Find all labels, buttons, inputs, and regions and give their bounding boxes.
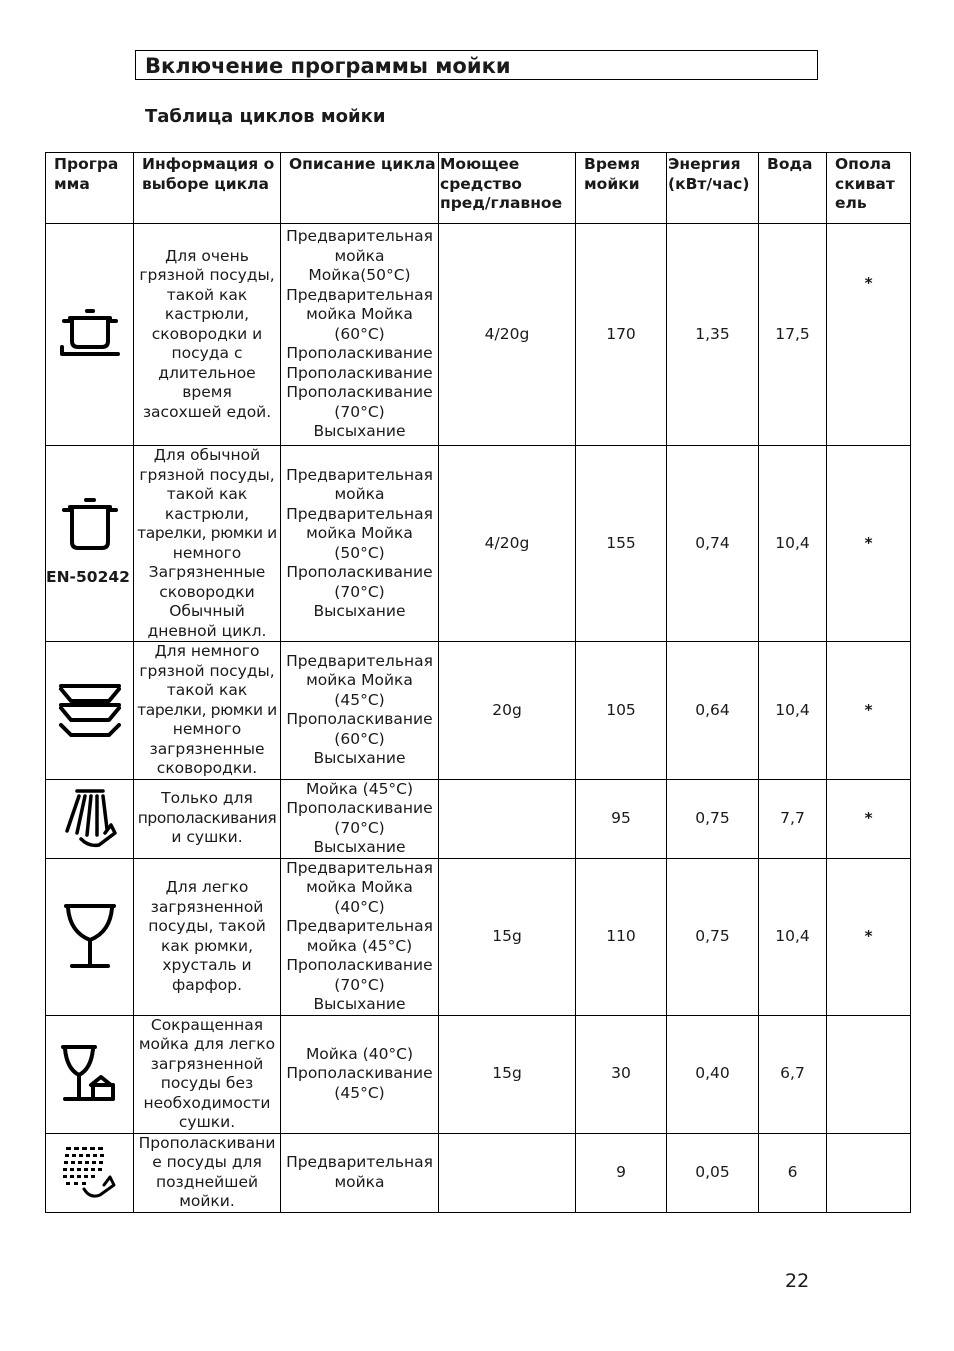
program-cell	[46, 779, 134, 858]
table-row	[46, 1133, 911, 1212]
detergent-cell	[439, 779, 576, 858]
energy-cell: 0,75	[667, 858, 759, 1015]
stacked-plates-icon	[57, 680, 123, 740]
program-cell	[46, 1015, 134, 1133]
header-rinse-aid: Опола скиват ель	[827, 153, 911, 224]
water-cell: 6	[759, 1133, 827, 1212]
rinse-aid-cell: *	[827, 224, 911, 446]
description-cell: Предварительная мойка Мойка (45°C) Прополаскивание (60°C) Высыхание	[281, 642, 439, 780]
program-cell	[46, 446, 134, 642]
header-energy: Энергия (кВт/час)	[667, 153, 759, 224]
rinse-aid-cell: *	[827, 858, 911, 1015]
description-cell: Предварительная мойка Мойка(50°C) Предварительная мойка Мойка (60°C) Прополаскивание Прополаскивание Прополаскивание (70°C) Высыхание	[281, 224, 439, 446]
table-header-row	[46, 153, 911, 224]
page-title: Включение программы мойки	[135, 50, 818, 80]
time-cell: 155	[576, 446, 667, 642]
header-water: Вода	[759, 153, 827, 224]
table-row	[46, 1015, 911, 1133]
pot-icon	[59, 496, 121, 556]
pot-on-stand-icon	[58, 307, 122, 363]
water-cell: 10,4	[759, 642, 827, 780]
table-row	[46, 779, 911, 858]
energy-cell: 0,74	[667, 446, 759, 642]
pre-rinse-shower-icon	[60, 1145, 120, 1201]
wash-cycles-table	[45, 152, 911, 1213]
table-row	[46, 642, 911, 780]
info-cell: Сокращенная мойка для легко загрязненной посуды без необходимости сушки.	[134, 1015, 281, 1133]
program-cell	[46, 1133, 134, 1212]
energy-cell: 0,40	[667, 1015, 759, 1133]
header-detergent: Моющее средство пред/главное	[439, 153, 576, 224]
rinse-aid-cell: *	[827, 446, 911, 642]
energy-cell: 0,75	[667, 779, 759, 858]
rinse-aid-cell	[827, 1015, 911, 1133]
time-cell: 105	[576, 642, 667, 780]
time-cell: 9	[576, 1133, 667, 1212]
water-cell: 7,7	[759, 779, 827, 858]
detergent-cell: 15g	[439, 858, 576, 1015]
detergent-cell: 4/20g	[439, 446, 576, 642]
description-cell: Мойка (45°C) Прополаскивание (70°C) Высыхание	[281, 779, 439, 858]
description-cell: Мойка (40°C) Прополаскивание (45°C)	[281, 1015, 439, 1133]
header-description: Описание цикла	[281, 153, 439, 224]
table-subtitle: Таблица циклов мойки	[145, 106, 386, 127]
time-cell: 30	[576, 1015, 667, 1133]
info-cell: Для легко загрязненной посуды, такой как рюмки, хрусталь и фарфор.	[134, 858, 281, 1015]
description-cell: Предварительная мойка	[281, 1133, 439, 1212]
energy-cell: 0,05	[667, 1133, 759, 1212]
page-number: 22	[785, 1270, 810, 1292]
detergent-cell: 15g	[439, 1015, 576, 1133]
energy-cell: 0,64	[667, 642, 759, 780]
rinse-aid-cell	[827, 1133, 911, 1212]
info-cell: Для очень грязной посуды, такой как кастрюли, сковородки и посуда с длительное время засохшей едой.	[134, 224, 281, 446]
info-cell: Для немного грязной посуды, такой как тарелки, рюмки и немного загрязненные сковородки.	[134, 642, 281, 780]
info-cell: Для обычной грязной посуды, такой как кастрюли, тарелки, рюмки и немного Загрязненные сковородки Обычный дневной цикл.	[134, 446, 281, 642]
program-cell	[46, 224, 134, 446]
time-cell: 170	[576, 224, 667, 446]
detergent-cell: 4/20g	[439, 224, 576, 446]
info-cell: Только для прополаскивания и сушки.	[134, 779, 281, 858]
header-program: Програ мма	[46, 153, 134, 224]
water-cell: 10,4	[759, 446, 827, 642]
table-row	[46, 224, 911, 446]
water-cell: 17,5	[759, 224, 827, 446]
program-cell	[46, 642, 134, 780]
rinse-aid-cell: *	[827, 779, 911, 858]
time-cell: 95	[576, 779, 667, 858]
description-cell: Предварительная мойка Предварительная мойка Мойка (50°C) Прополаскивание (70°C) Высыхание	[281, 446, 439, 642]
detergent-cell: 20g	[439, 642, 576, 780]
header-info: Информация о выборе цикла	[134, 153, 281, 224]
energy-cell: 1,35	[667, 224, 759, 446]
time-cell: 110	[576, 858, 667, 1015]
en-standard-label: EN-50242	[46, 568, 130, 586]
glass-and-cup-icon	[59, 1043, 121, 1105]
table-row	[46, 446, 911, 642]
water-cell: 10,4	[759, 858, 827, 1015]
wine-glass-icon	[62, 902, 118, 972]
program-cell	[46, 858, 134, 1015]
table-row	[46, 858, 911, 1015]
detergent-cell	[439, 1133, 576, 1212]
rinse-aid-cell: *	[827, 642, 911, 780]
description-cell: Предварительная мойка Мойка (40°C) Предварительная мойка (45°C) Прополаскивание (70°C) Высыхание	[281, 858, 439, 1015]
header-time: Время мойки	[576, 153, 667, 224]
water-cell: 6,7	[759, 1015, 827, 1133]
info-cell: Прополаскивани е посуды для позднейшей мойки.	[134, 1133, 281, 1212]
rinse-spray-icon	[59, 787, 121, 851]
